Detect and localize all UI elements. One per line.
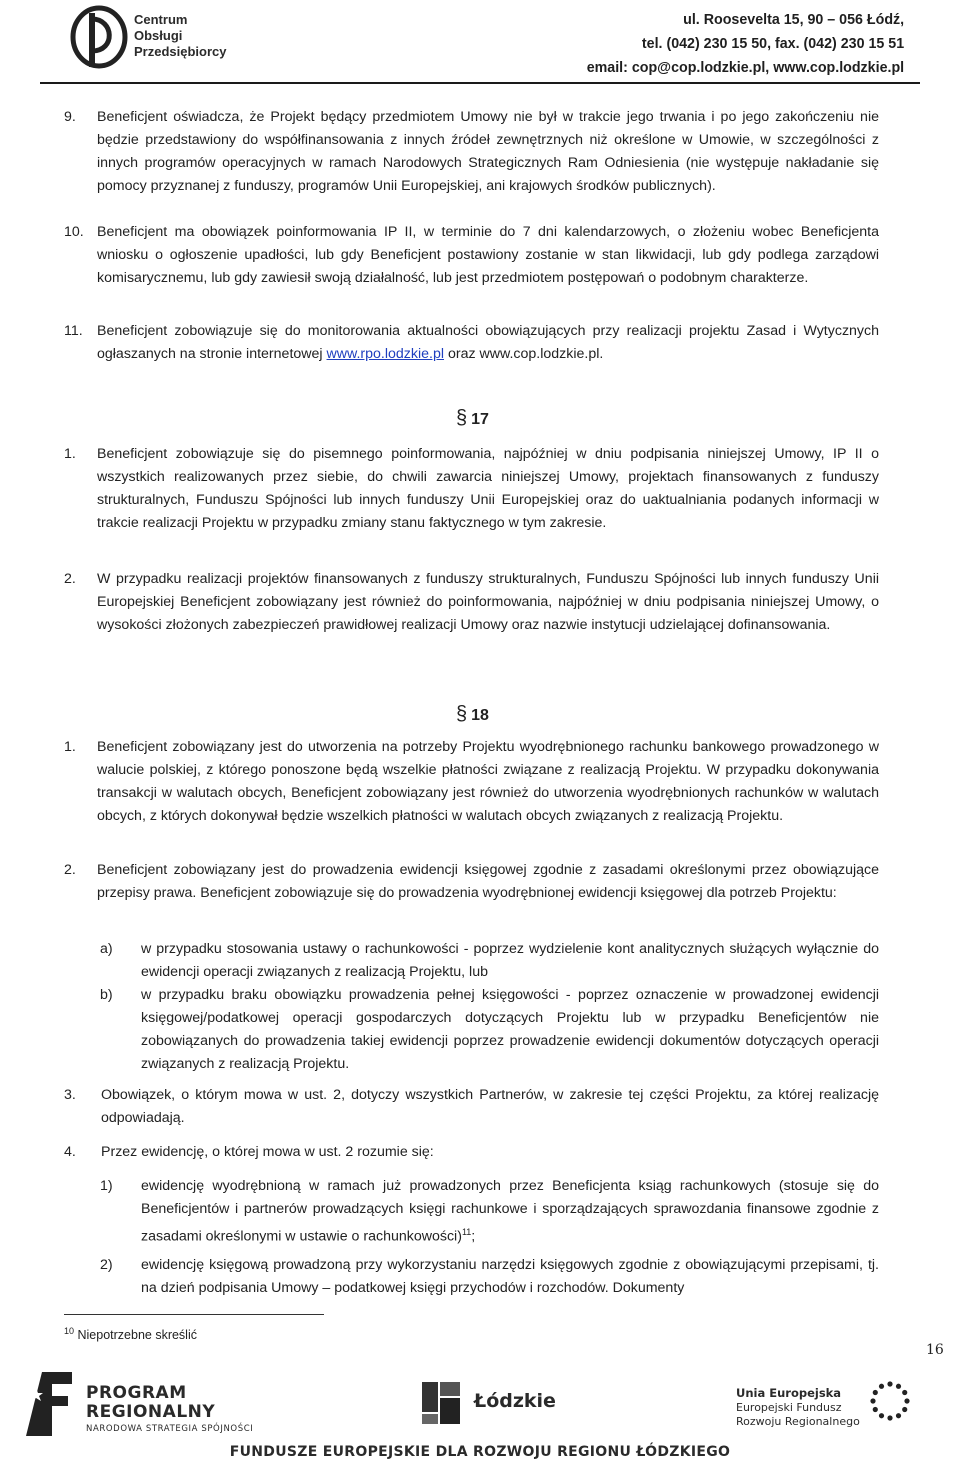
logo-line: Przedsiębiorcy bbox=[134, 44, 227, 59]
sub-item-label: a) bbox=[100, 941, 113, 957]
address: ul. Roosevelta 15, 90 – 056 Łódź, bbox=[683, 11, 904, 28]
page-header bbox=[0, 0, 960, 94]
eu-star bbox=[887, 1415, 892, 1420]
logo-line: Obsługi bbox=[134, 28, 183, 43]
phone-fax: tel. (042) 230 15 50, fax. (042) 230 15 51 bbox=[641, 35, 904, 52]
s18-sub-b: w przypadku braku obowiązku prowadzenia pełnej księgowości - poprzez oznaczenie w prowadzonej ewidencji księgowej/podatkowej operacji gospodarczych dotyczących Projektu lub w przypadku Beneficjentów nie zobowiązanych do prowadzenia takiej ewidencji poprzez prowadzenie ewidencji dokumentów dotyczących operacji związanych z realizacją Projektu. bbox=[141, 987, 879, 1072]
header-divider bbox=[40, 82, 920, 84]
eu-logo-text: Unia Europejska Europejski Fundusz Rozwoju Regionalnego bbox=[736, 1386, 860, 1428]
lodzkie-logo-icon bbox=[420, 1380, 464, 1426]
s18-item-2: Beneficjent zobowiązany jest do prowadzenia ewidencji księgowej zgodnie z zasadami określonymi przez obowiązujące przepisy prawa. Beneficjent zobowiązuje się do prowadzenia wyodrębnionej ewidencji księgowej dla potrzeb Projektu: bbox=[97, 862, 879, 901]
page-number: 16 bbox=[926, 1342, 944, 1358]
eu-star bbox=[902, 1390, 907, 1395]
eu-star bbox=[896, 1384, 901, 1389]
item-number: 3. bbox=[64, 1087, 76, 1103]
eu-star bbox=[879, 1413, 884, 1418]
s18-sub-2: ewidencję księgową prowadzoną przy wykorzystaniu narzędzi księgowych zgodnie z obowiązującymi przepisami, tj. na dzień podpisania Umowy – podatkowej księgi przychodów i rozchodów. Dokumenty bbox=[141, 1257, 879, 1296]
item-number: 1. bbox=[64, 446, 76, 462]
eu-star bbox=[873, 1407, 878, 1412]
section-18-heading: § 18 bbox=[456, 703, 489, 725]
page-footer bbox=[0, 1360, 960, 1462]
item-number: 11. bbox=[64, 323, 83, 339]
eu-star bbox=[887, 1381, 892, 1386]
logo-line: Centrum bbox=[134, 12, 188, 27]
footnote-ref-11[interactable]: 11 bbox=[461, 1227, 472, 1237]
eu-star bbox=[879, 1384, 884, 1389]
eu-star bbox=[904, 1398, 909, 1403]
email-web: email: cop@cop.lodzkie.pl, www.cop.lodzkie.pl bbox=[586, 59, 904, 76]
paragraph-11 bbox=[97, 320, 879, 366]
fe-logo-icon bbox=[22, 1366, 74, 1438]
eu-star bbox=[870, 1398, 875, 1403]
eu-flag-icon bbox=[860, 1376, 920, 1426]
item-number: 9. bbox=[64, 109, 76, 125]
paragraph-10: Beneficjent ma obowiązek poinformowania IP II, w terminie do 7 dni kalendarzowych, o złożeniu wobec Beneficjenta wniosku o ogłoszenie upadłości, lub gdy Beneficjent postawiony zostanie w stan likwidacji, lub gdy podlega zarządowi komisarycznemu, lub gdy zawiesił swoją działalność, lub jest przedmiotem postępowań o podobnym charakterze. bbox=[97, 224, 879, 286]
eu-star bbox=[873, 1390, 878, 1395]
s18-item-1: Beneficjent zobowiązany jest do utworzenia na potrzeby Projektu wyodrębnionego rachunku bankowego prowadzonego w walucie polskiej, z którego ponoszone będą wszelkie płatności związane z realizacją Projektu. W przypadku dokonywania transakcji w walutach obcych, Beneficjent zobowiązany jest również do utworzenia wyodrębnionych rachunków w walutach obcych, z których dokonywał będzie wszelkich płatności w walutach obcych związanych z realizacją Projektu. bbox=[97, 739, 879, 824]
paragraph-9: Beneficjent oświadcza, że Projekt będący przedmiotem Umowy nie był w trakcie jego trwania i po jego zakończeniu nie będzie przedstawiony do współfinansowania z innych źródeł zewnętrznych niż określone w Umowie, w szczególności z innych programów operacyjnych w ramach Narodowych Strategicznych Ram Odniesienia (nie występuje nakładanie się pomocy przyznanej z funduszy, programów Unii Europejskiej, ani krajowych środków publicznych). bbox=[97, 109, 879, 194]
s17-item-1: Beneficjent zobowiązuje się do pisemnego poinformowania, najpóźniej w dniu podpisania niniejszej Umowy, IP II o wszystkich realizowanych przez siebie, do chwili zawarcia niniejszej Umowy, projektach finansowanych z funduszy strukturalnych, Funduszu Spójności lub innych funduszy Unii Europejskiej oraz do uaktualniania podanych informacji w trakcie realizacji Projektu w przypadku zmiany stanu faktycznego w tym zakresie. bbox=[97, 446, 879, 531]
eu-star bbox=[902, 1407, 907, 1412]
item-number: 10. bbox=[64, 224, 84, 240]
item-number: 1. bbox=[64, 739, 76, 755]
eu-star bbox=[896, 1413, 901, 1418]
rpo-link[interactable]: www.rpo.lodzkie.pl bbox=[326, 346, 445, 362]
p11-text-end: oraz www.cop.lodzkie.pl. bbox=[444, 346, 604, 362]
program-regionalny-logo: PROGRAM REGIONALNY NARODOWA STRATEGIA SPÓJNOŚCI bbox=[86, 1383, 254, 1434]
lodzkie-logo-text: Łódzkie bbox=[474, 1390, 556, 1412]
p11-text: Beneficjent zobowiązuje się do monitorowania aktualności obowiązujących przy realizacji projektu Zasad i Wytycznych ogłaszanych na stronie internetowej bbox=[97, 323, 879, 362]
s18-item-4: Przez ewidencję, o której mowa w ust. 2 rozumie się: bbox=[101, 1144, 434, 1160]
item-number: 2. bbox=[64, 571, 76, 587]
sub-item-label: 2) bbox=[100, 1257, 113, 1273]
s17-item-2: W przypadku realizacji projektów finansowanych z funduszy strukturalnych, Funduszu Spójności lub innych funduszy Unii Europejskiej Beneficjent zobowiązany jest również do poinformowania, najpóźniej w dniu podpisania niniejszej Umowy, o wysokości złożonych zabezpieczeń prawidłowej realizacji Umowy oraz nazwie instytucji udzielającej dofinansowania. bbox=[97, 571, 879, 633]
footer-slogan: FUNDUSZE EUROPEJSKIE DLA ROZWOJU REGIONU ŁÓDZKIEGO bbox=[229, 1444, 731, 1460]
contact-block bbox=[587, 8, 904, 80]
item-number: 2. bbox=[64, 862, 76, 878]
cop-logo-text bbox=[134, 12, 227, 60]
sub-item-label: b) bbox=[100, 987, 113, 1003]
footnote-divider bbox=[64, 1314, 324, 1315]
s18-sub-a: w przypadku stosowania ustawy o rachunkowości - poprzez wydzielenie kont analitycznych służących wyłącznie do ewidencji operacji związanych z realizacją Projektu, lub bbox=[141, 941, 879, 980]
item-number: 4. bbox=[64, 1144, 76, 1160]
cop-logo-icon bbox=[70, 5, 128, 69]
s18-item-3: Obowiązek, o którym mowa w ust. 2, dotyczy wszystkich Partnerów, w zakresie tej części Projektu, za której realizację odpowiadają. bbox=[101, 1087, 879, 1126]
s18-sub-1: ewidencję wyodrębnioną w ramach już prowadzonych przez Beneficjenta ksiąg rachunkowych (stosuje się do Beneficjentów i partnerów prowadzących księgi rachunkowe i sporządzających sprawozdania finansowe zgodnie z zasadami określonymi w ustawie o rachunkowości)$^{11}$; bbox=[141, 1178, 879, 1245]
section-17-heading: § 17 bbox=[456, 407, 489, 429]
sub-item-label: 1) bbox=[100, 1178, 113, 1194]
footnote-10: $^{10}$ Niepotrzebne skreślić bbox=[64, 1326, 197, 1343]
